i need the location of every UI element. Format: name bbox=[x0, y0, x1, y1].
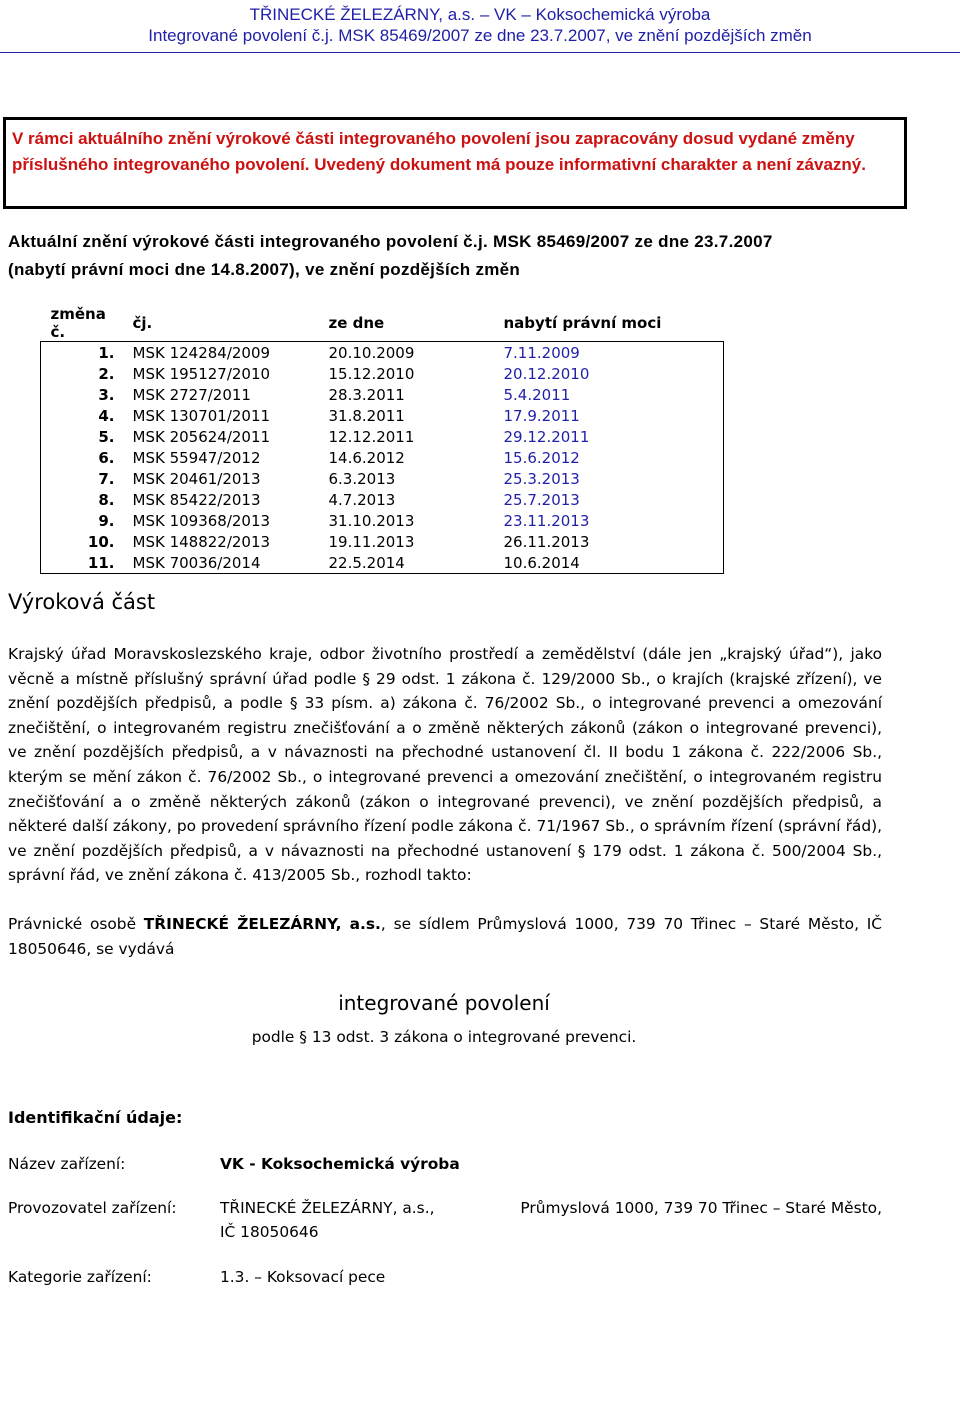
cell-change-no: 3. bbox=[98, 385, 115, 404]
cell-effective: 5.4.2011 bbox=[503, 385, 571, 404]
table-row bbox=[41, 489, 724, 510]
cell-date: 15.12.2010 bbox=[328, 364, 415, 383]
cell-effective: 17.9.2011 bbox=[503, 406, 580, 425]
cell-change-no: 7. bbox=[98, 469, 115, 488]
cell-effective: 29.12.2011 bbox=[503, 427, 590, 446]
recipient-company: TŘINECKÉ ŽELEZÁRNY, a.s. bbox=[143, 915, 381, 933]
cell-change-no: 2. bbox=[98, 364, 115, 383]
header-line-1: TŘINECKÉ ŽELEZÁRNY, a.s. – VK – Koksochemická výroba bbox=[249, 5, 711, 24]
table-row bbox=[41, 363, 724, 384]
operator-address: Průmyslová 1000, 739 70 Třinec – Staré Město, bbox=[520, 1199, 882, 1217]
cell-date: 31.8.2011 bbox=[328, 406, 405, 425]
cell-date: 20.10.2009 bbox=[328, 343, 415, 362]
cell-change-no: 9. bbox=[98, 511, 115, 530]
decision-paragraph: Krajský úřad Moravskoslezského kraje, odbor životního prostředí a zemědělství (dále jen „krajský úřad“), jako věcně a místně příslušný správní úřad podle § 29 odst. 1 zákona č. 129/2000 Sb., o krajích (krajské zřízení), ve znění pozdějších předpisů, a podle § 33 písm. a) zákona č. 76/2002 Sb., o integrované prevenci a omezování znečištění, o integrovaném registru znečišťování a o změně některých zákonů (zákon o integrované prevenci), ve znění pozdějších předpisů, a v návaznosti na přechodné ustanovení čl. II bodu 1 zákona č. 222/2006 Sb., kterým se mění zákon č. 76/2002 Sb., o integrované prevenci a omezování znečištění, o integrovaném registru znečišťování a o změně některých zákonů (zákon o integrované prevenci), ve znění pozdějších předpisů, a některé další zákony, po provedení správního řízení podle zákona č. 71/1967 Sb., o správním řízení (správní řád), ve znění pozdějších předpisů, a v návaznosti na přechodné ustanovení § 179 odst. 1 zákona č. 500/2004 Sb., správní řád, ve znění zákona č. 413/2005 Sb., rozhodl takto: bbox=[8, 645, 882, 885]
table-row bbox=[41, 510, 724, 531]
changes-table-header bbox=[41, 305, 724, 342]
header-effective: nabytí právní moci bbox=[503, 314, 662, 332]
cell-effective: 23.11.2013 bbox=[503, 511, 590, 530]
cell-effective: 26.11.2013 bbox=[503, 532, 590, 551]
cell-effective: 20.12.2010 bbox=[503, 364, 590, 383]
cell-date: 19.11.2013 bbox=[328, 532, 415, 551]
cell-ref: MSK 2727/2011 bbox=[132, 385, 251, 404]
operator-label: Provozovatel zařízení: bbox=[8, 1199, 177, 1217]
cell-effective: 25.3.2013 bbox=[503, 469, 580, 488]
cell-change-no: 8. bbox=[98, 490, 115, 509]
category-value: 1.3. – Koksovací pece bbox=[220, 1268, 386, 1286]
table-row bbox=[41, 447, 724, 468]
cell-date: 31.10.2013 bbox=[328, 511, 415, 530]
operator-value bbox=[220, 1196, 882, 1244]
cell-date: 28.3.2011 bbox=[328, 385, 405, 404]
cell-effective: 10.6.2014 bbox=[503, 553, 580, 572]
notice-box bbox=[3, 117, 907, 209]
cell-change-no: 10. bbox=[87, 532, 115, 551]
cell-ref: MSK 70036/2014 bbox=[132, 553, 261, 572]
operator-company: TŘINECKÉ ŽELEZÁRNY, a.s., bbox=[220, 1199, 435, 1217]
recipient-prefix: Právnické osobě bbox=[8, 915, 144, 933]
table-row bbox=[41, 426, 724, 447]
cell-date: 14.6.2012 bbox=[328, 448, 405, 467]
table-row bbox=[41, 405, 724, 426]
section-title: Výroková část bbox=[8, 590, 156, 614]
cell-change-no: 5. bbox=[98, 427, 115, 446]
cell-ref: MSK 55947/2012 bbox=[132, 448, 261, 467]
cell-ref: MSK 130701/2011 bbox=[132, 406, 271, 425]
header-ref: čj. bbox=[132, 314, 153, 332]
table-row bbox=[41, 468, 724, 489]
cell-date: 12.12.2011 bbox=[328, 427, 415, 446]
cell-ref: MSK 20461/2013 bbox=[132, 469, 261, 488]
table-row bbox=[41, 384, 724, 405]
recipient-suffix: , se sídlem Průmyslová 1000, 739 70 Třinec – Staré Město, IČ 18050646, se vydává bbox=[8, 915, 883, 958]
recipient-paragraph bbox=[8, 912, 882, 961]
facility-name-value: VK - Koksochemická výroba bbox=[220, 1155, 460, 1173]
header-divider bbox=[0, 52, 960, 53]
issue-title: integrované povolení bbox=[338, 991, 550, 1015]
header-date: ze dne bbox=[328, 314, 385, 332]
changes-table bbox=[40, 305, 724, 574]
cell-effective: 25.7.2013 bbox=[503, 490, 580, 509]
cell-ref: MSK 124284/2009 bbox=[132, 343, 271, 362]
cell-ref: MSK 195127/2010 bbox=[132, 364, 271, 383]
actual-line-1: Aktuální znění výrokové části integrovaného povolení č.j. MSK 85469/2007 ze dne 23.7.2007 bbox=[8, 232, 773, 251]
cell-change-no: 11. bbox=[87, 553, 115, 572]
header-change-no: změna č. bbox=[50, 305, 106, 341]
cell-change-no: 4. bbox=[98, 406, 115, 425]
cell-ref: MSK 148822/2013 bbox=[132, 532, 271, 551]
notice-text: V rámci aktuálního znění výrokové části integrovaného povolení jsou zapracovány dosud vydané změny příslušného integrovaného povolení. Uvedený dokument má pouze informativní charakter a není závazný. bbox=[12, 129, 866, 174]
cell-date: 22.5.2014 bbox=[328, 553, 405, 572]
changes-table-body bbox=[41, 342, 724, 574]
table-row bbox=[41, 531, 724, 552]
actual-version-heading bbox=[8, 228, 908, 284]
cell-date: 4.7.2013 bbox=[328, 490, 396, 509]
category-label: Kategorie zařízení: bbox=[8, 1268, 152, 1286]
identification-heading: Identifikační údaje: bbox=[8, 1108, 183, 1127]
table-row bbox=[41, 552, 724, 574]
issue-subtitle: podle § 13 odst. 3 zákona o integrované prevenci. bbox=[251, 1028, 637, 1046]
facility-name-label: Název zařízení: bbox=[8, 1155, 126, 1173]
cell-ref: MSK 85422/2013 bbox=[132, 490, 261, 509]
header-line-2: Integrované povolení č.j. MSK 85469/2007 ze dne 23.7.2007, ve znění pozdějších změn bbox=[148, 26, 812, 45]
actual-line-2: (nabytí právní moci dne 14.8.2007), ve znění pozdějších změn bbox=[8, 260, 521, 279]
cell-effective: 15.6.2012 bbox=[503, 448, 580, 467]
cell-effective: 7.11.2009 bbox=[503, 343, 580, 362]
operator-ic: IČ 18050646 bbox=[220, 1223, 319, 1241]
table-row bbox=[41, 342, 724, 364]
cell-date: 6.3.2013 bbox=[328, 469, 396, 488]
cell-ref: MSK 205624/2011 bbox=[132, 427, 271, 446]
cell-ref: MSK 109368/2013 bbox=[132, 511, 271, 530]
cell-change-no: 6. bbox=[98, 448, 115, 467]
cell-change-no: 1. bbox=[98, 343, 115, 362]
